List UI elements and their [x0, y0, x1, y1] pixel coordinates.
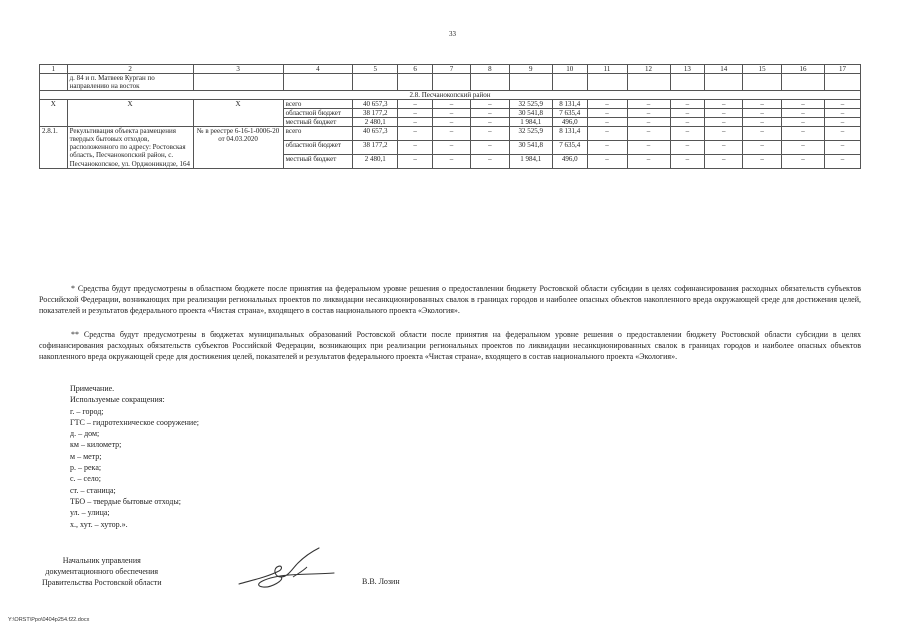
value-cell: –: [470, 141, 509, 155]
value-cell: 2 480,1: [353, 118, 398, 127]
column-number: 10: [552, 65, 587, 74]
value-cell: –: [627, 141, 670, 155]
value-cell: –: [587, 100, 627, 109]
value-cell: –: [433, 141, 471, 155]
value-cell: 8 131,4: [552, 100, 587, 109]
value-cell: 496,0: [552, 118, 587, 127]
value-cell: –: [398, 109, 433, 118]
value-cell: 1 984,1: [509, 154, 552, 168]
value-cell: –: [470, 127, 509, 141]
value-cell: –: [470, 100, 509, 109]
page-number: 33: [449, 30, 456, 38]
value-cell: 40 657,3: [353, 100, 398, 109]
value-cell: –: [398, 127, 433, 141]
continuation-row: [40, 74, 861, 91]
signer-name: В.В. Лозин: [362, 577, 400, 586]
column-number: 8: [470, 65, 509, 74]
value-cell: –: [398, 141, 433, 155]
funding-source: областной бюджет: [283, 109, 353, 118]
value-cell: –: [825, 109, 861, 118]
value-cell: –: [670, 100, 705, 109]
funding-source: всего: [283, 100, 353, 109]
signer-position-line: документационного обеспечения: [45, 567, 159, 576]
value-cell: 40 657,3: [353, 127, 398, 141]
column-number: 4: [283, 65, 353, 74]
value-cell: –: [782, 141, 825, 155]
value-cell: –: [782, 118, 825, 127]
value-cell: –: [670, 154, 705, 168]
value-cell: –: [470, 154, 509, 168]
abbreviation-item: р. – река;: [70, 463, 102, 473]
item-name: Рекультивация объекта размещения твердых бытовых отходов, расположенного по адресу: Ростовская область, Песчанокопский район, с. Песчанокопское, ул. Орджоникидзе, 164: [67, 127, 193, 168]
abbreviation-item: ст. – станица;: [70, 485, 116, 495]
value-cell: –: [705, 100, 743, 109]
footnote-2: [39, 329, 861, 362]
value-cell: –: [627, 118, 670, 127]
value-cell: –: [398, 154, 433, 168]
column-number: 1: [40, 65, 68, 74]
value-cell: –: [670, 127, 705, 141]
file-path: Y:\ORST\Ppo\0404p254.f22.docx: [8, 617, 90, 623]
value-cell: –: [587, 127, 627, 141]
abbreviation-item: м – метр;: [70, 451, 102, 461]
footnote-1-text: * Средства будут предусмотрены в областном бюджете после принятия на федеральном уровне решения о предоставлении бюджету Ростовской области субсидии в целях софинансирования расходных обязательств субъектов Российской Федерации, возникающих при реализации региональных проектов по ликвидации несанкционированных свалок в границах городов и наиболее опасных объектов накопленного вреда окружающей среде для достижения целей, показателей и результатов федерального проекта «Чистая страна», входящего в состав национального проекта «Экология».: [39, 284, 861, 315]
note-subtitle: Используемые сокращения:: [70, 395, 165, 405]
value-cell: –: [825, 154, 861, 168]
value-cell: –: [743, 109, 782, 118]
summary-mark: X: [67, 100, 193, 127]
table-row: [40, 127, 861, 141]
value-cell: 38 177,2: [353, 109, 398, 118]
value-cell: –: [670, 118, 705, 127]
funding-source: областной бюджет: [283, 141, 353, 155]
budget-table: [39, 64, 861, 169]
value-cell: –: [705, 118, 743, 127]
column-number: 14: [705, 65, 743, 74]
table-row: [40, 100, 861, 109]
signer-position-line: Правительства Ростовской области: [42, 578, 162, 587]
value-cell: –: [743, 127, 782, 141]
item-number: 2.8.1.: [40, 127, 68, 168]
column-number: 5: [353, 65, 398, 74]
value-cell: 30 541,8: [509, 141, 552, 155]
value-cell: –: [743, 154, 782, 168]
abbreviation-item: с. – село;: [70, 474, 101, 484]
funding-source: местный бюджет: [283, 118, 353, 127]
column-number: 3: [193, 65, 283, 74]
value-cell: 2 480,1: [353, 154, 398, 168]
value-cell: –: [398, 118, 433, 127]
column-number: 12: [627, 65, 670, 74]
column-number: 9: [509, 65, 552, 74]
value-cell: 7 635,4: [552, 141, 587, 155]
value-cell: –: [433, 109, 471, 118]
abbreviations-note: [70, 383, 199, 530]
header-row: [40, 65, 861, 74]
column-number: 6: [398, 65, 433, 74]
column-number: 13: [670, 65, 705, 74]
item-group: [40, 127, 861, 168]
column-number: 11: [587, 65, 627, 74]
value-cell: –: [433, 154, 471, 168]
value-cell: 496,0: [552, 154, 587, 168]
column-number: 15: [743, 65, 782, 74]
value-cell: 30 541,8: [509, 109, 552, 118]
footnote-1: [39, 283, 861, 316]
abbreviation-item: ТБО – твердые бытовые отходы;: [70, 496, 181, 506]
value-cell: –: [743, 100, 782, 109]
footnote-2-text: ** Средства будут предусмотрены в бюджетах муниципальных образований Ростовской области после принятия на федеральном уровне решения о предоставлении бюджету Ростовской области субсидии в целях софинансирования расходных обязательств субъектов Российской Федерации, возникающих при реализации региональных проектов по ликвидации несанкционированных свалок в границах городов и наиболее опасных объектов накопленного вреда окружающей среде для достижения целей, показателей и результатов федерального проекта «Чистая страна», входящего в состав национального проекта «Экология».: [39, 330, 861, 361]
abbreviation-item: км – километр;: [70, 440, 122, 450]
value-cell: –: [782, 100, 825, 109]
abbreviation-item: г. – город;: [70, 406, 104, 416]
column-number: 7: [433, 65, 471, 74]
continuation-object-name: д. 84 и п. Матвеев Курган по направлению на восток: [67, 74, 193, 91]
value-cell: –: [587, 141, 627, 155]
value-cell: –: [782, 127, 825, 141]
value-cell: –: [705, 109, 743, 118]
funding-source: местный бюджет: [283, 154, 353, 168]
signer-position: [42, 555, 162, 588]
value-cell: –: [670, 141, 705, 155]
value-cell: –: [433, 127, 471, 141]
column-number: 2: [67, 65, 193, 74]
value-cell: –: [587, 154, 627, 168]
value-cell: –: [627, 100, 670, 109]
value-cell: –: [398, 100, 433, 109]
value-cell: –: [587, 118, 627, 127]
summary-group: [40, 100, 861, 127]
value-cell: –: [627, 127, 670, 141]
value-cell: –: [825, 127, 861, 141]
summary-mark: X: [40, 100, 68, 127]
note-title: Примечание.: [70, 384, 115, 393]
value-cell: –: [705, 127, 743, 141]
value-cell: –: [627, 154, 670, 168]
value-cell: 32 525,9: [509, 100, 552, 109]
abbreviation-item: х., хут. – хутор.».: [70, 519, 128, 529]
value-cell: –: [470, 118, 509, 127]
abbreviation-item: ул. – улица;: [70, 508, 110, 518]
value-cell: 38 177,2: [353, 141, 398, 155]
column-number: 16: [782, 65, 825, 74]
value-cell: –: [705, 154, 743, 168]
value-cell: –: [743, 118, 782, 127]
value-cell: –: [782, 154, 825, 168]
value-cell: 32 525,9: [509, 127, 552, 141]
summary-mark: X: [193, 100, 283, 127]
abbreviation-item: д. – дом;: [70, 429, 100, 439]
abbreviation-list: [70, 406, 199, 530]
value-cell: 1 984,1: [509, 118, 552, 127]
funding-source: всего: [283, 127, 353, 141]
value-cell: –: [470, 109, 509, 118]
signer-position-line: Начальник управления: [62, 556, 141, 565]
value-cell: –: [670, 109, 705, 118]
value-cell: –: [627, 109, 670, 118]
section-title: 2.8. Песчанокопский район: [40, 91, 861, 100]
value-cell: –: [587, 109, 627, 118]
section-row: [40, 91, 861, 100]
value-cell: –: [825, 141, 861, 155]
handwritten-signature: [233, 547, 338, 595]
value-cell: –: [705, 141, 743, 155]
value-cell: 7 635,4: [552, 109, 587, 118]
value-cell: –: [825, 118, 861, 127]
value-cell: –: [743, 141, 782, 155]
value-cell: –: [782, 109, 825, 118]
value-cell: –: [433, 118, 471, 127]
item-registry: № в реестре 6-16-1-0006-20 от 04.03.2020: [193, 127, 283, 168]
value-cell: 8 131,4: [552, 127, 587, 141]
column-number: 17: [825, 65, 861, 74]
value-cell: –: [433, 100, 471, 109]
abbreviation-item: ГТС – гидротехническое сооружение;: [70, 417, 199, 427]
value-cell: –: [825, 100, 861, 109]
